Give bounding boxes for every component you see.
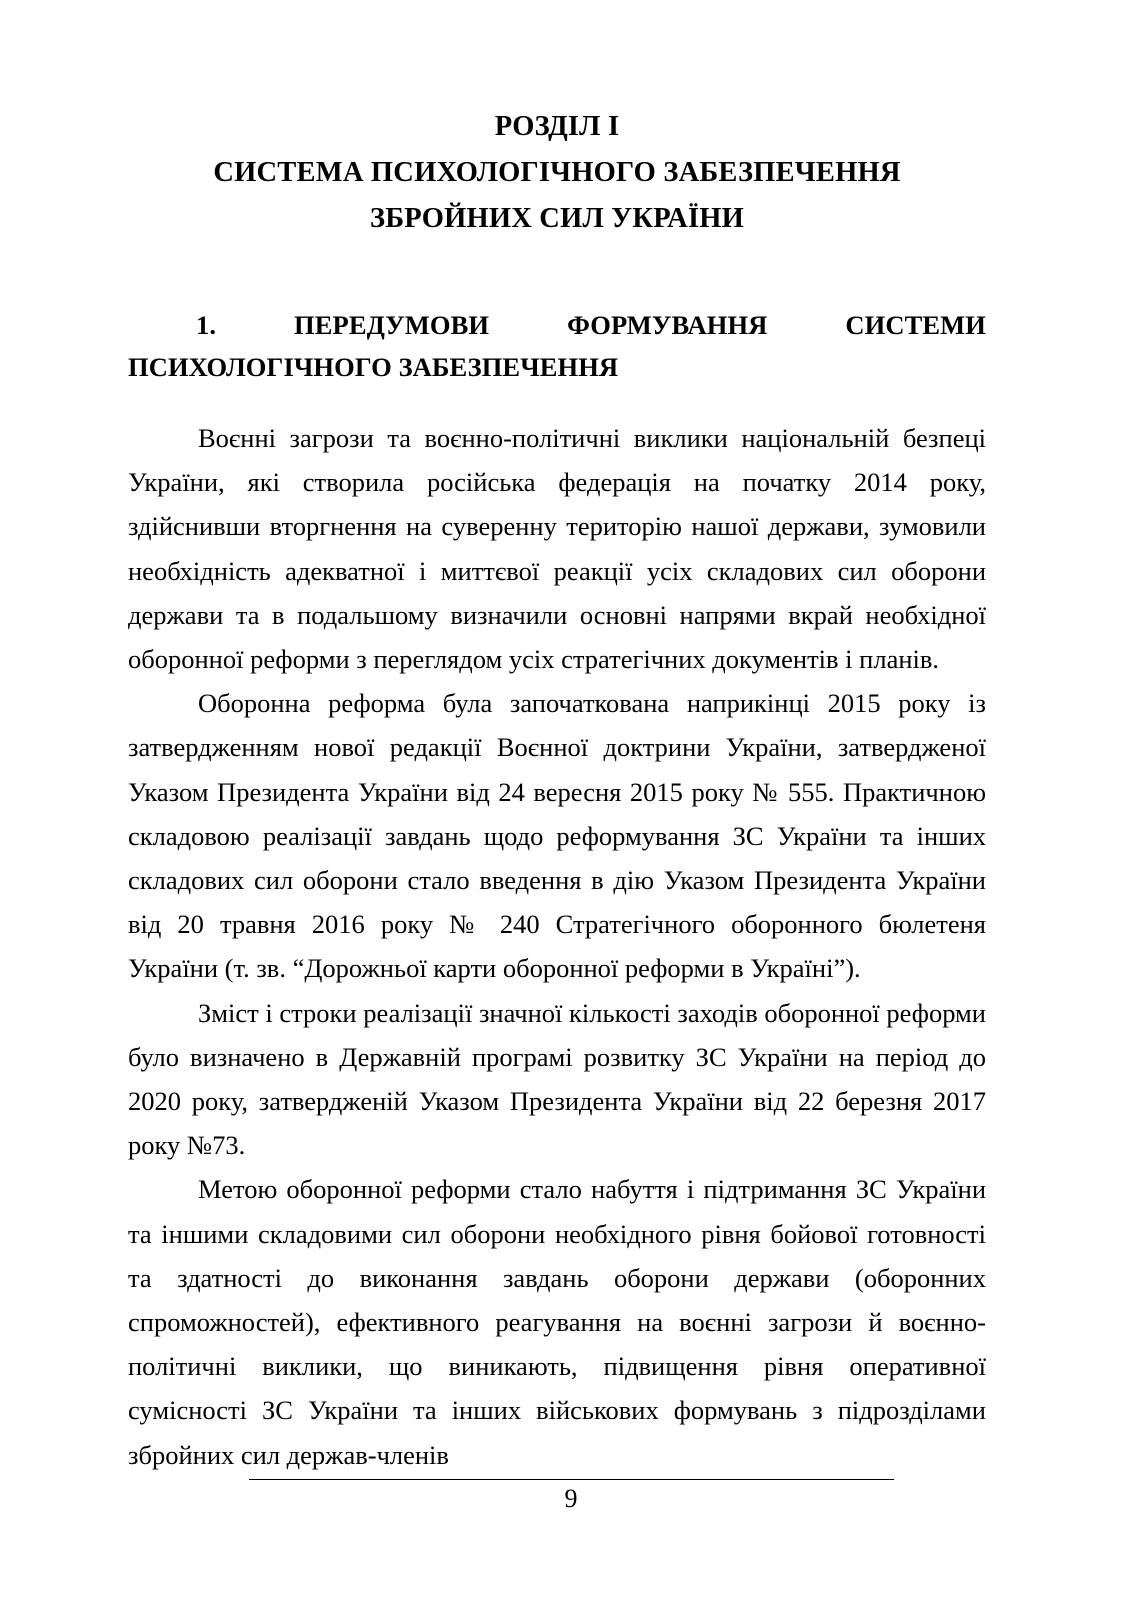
page-footer xyxy=(0,1479,1142,1516)
chapter-heading-line-2: СИСТЕМА ПСИХОЛОГІЧНОГО ЗАБЕЗПЕЧЕННЯ xyxy=(213,157,901,188)
page-number: 9 xyxy=(564,1484,578,1513)
paragraph-1: Воєнні загрози та воєнно-політичні виклики національній безпеці України, які створила російська федерація на початку 2014 року, здійснивши вторгнення на суверенну територію нашої держави, зумовили необхідність адекватної і миттєвої реакції усіх складових сил оборони держави та в подальшому визначили основні напрями вкрай необхідної оборонної реформи з переглядом усіх стратегічних документів і планів. xyxy=(128,423,986,675)
section-heading-line-1: 1. ПЕРЕДУМОВИ ФОРМУВАННЯ СИСТЕМИ xyxy=(196,310,986,340)
section-heading xyxy=(128,242,986,388)
paragraph-3: Зміст і строки реалізації значної кількості заходів оборонної реформи було визначено в Державній програмі розвитку ЗС України на період до 2020 року, затвердженій Указом Президента України від 22 березня 2017 року №73. xyxy=(128,997,986,1161)
paragraph-4: Метою оборонної реформи стало набуття і підтримання ЗС України та іншими складовими сил оборони необхідного рівня бойової готовності та здатності до виконання завдань оборони держави (оборонних спроможностей), ефективного реагування на воєнні загрози й воєнно-політичні виклики, що виникають, підвищення рівня оперативної сумісності ЗС України та інших військових формувань з підрозділами збройних сил держав-членів xyxy=(128,1174,986,1470)
body-text xyxy=(128,388,986,1477)
footer-separator-rule xyxy=(249,1479,894,1480)
section-heading-line-2: ПСИХОЛОГІЧНОГО ЗАБЕЗПЕЧЕННЯ xyxy=(128,352,619,382)
page-content xyxy=(128,0,986,1477)
chapter-heading-line-1: РОЗДІЛ І xyxy=(494,111,620,142)
chapter-heading xyxy=(128,0,986,242)
chapter-heading-line-3: ЗБРОЙНИХ СИЛ УКРАЇНИ xyxy=(370,203,744,234)
paragraph-2: Оборонна реформа була започаткована наприкінці 2015 року із затвердженням нової редакції Воєнної доктрини України, затвердженої Указом Президента України від 24 вересня 2015 року № 555. Практичною складовою реалізації завдань щодо реформування ЗС України та інших складових сил оборони стало введення в дію Указом Президента України від 20 травня 2016 року № 240 Стратегічного оборонного бюлетеня України (т. зв. “Дорожньої карти оборонної реформи в Україні”). xyxy=(128,688,986,984)
